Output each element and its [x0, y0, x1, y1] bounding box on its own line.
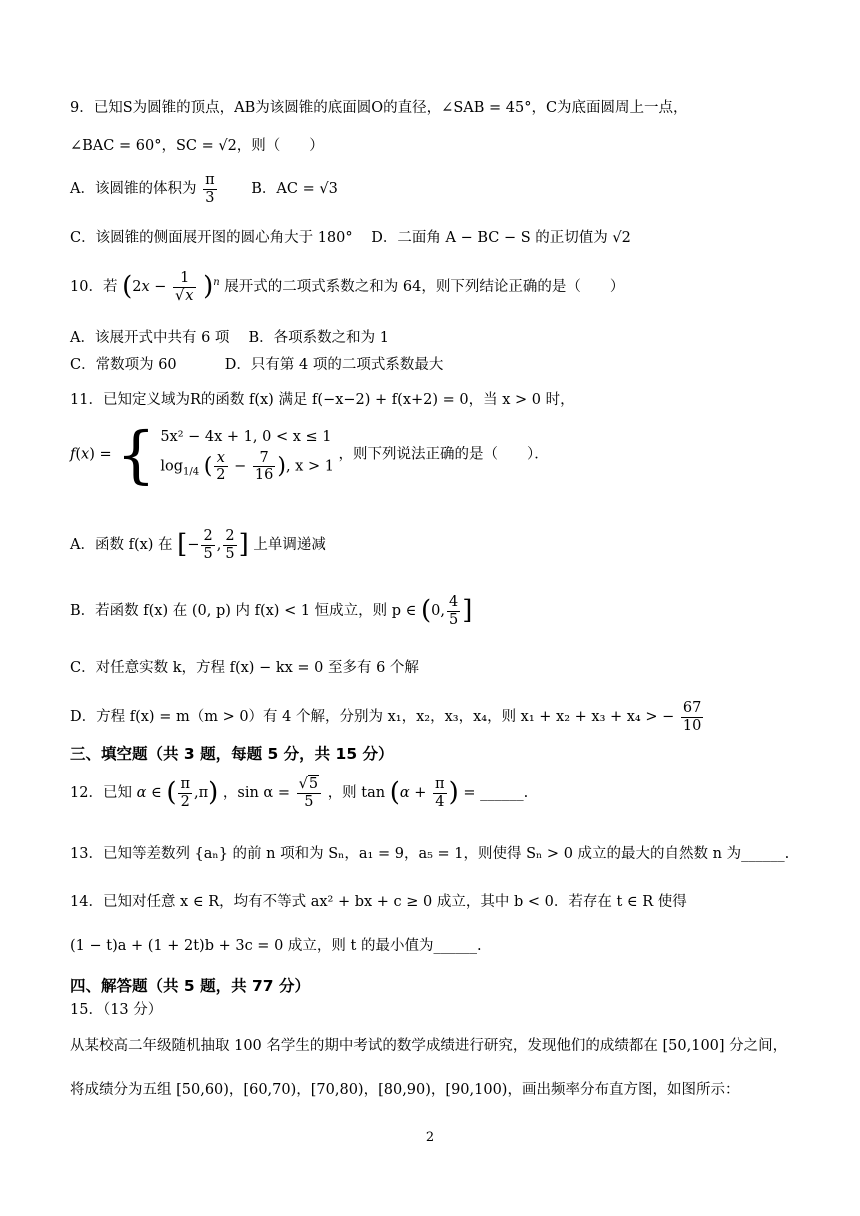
q14-line1: 14．已知对任意 x ∈ R，均有不等式 ax² + bx + c ≥ 0 成立，其中 b < 0．若存在 t ∈ R 使得 [70, 894, 687, 910]
q9-option-a-fraction: $\frac{\pi}{3}$ [205, 172, 215, 206]
q12: 12．已知 α ∈ ( $\frac{\pi}{2}$ ,π) ，sin α = $\frac{√5}{5}$ ，则 tan (α + $\frac{\pi}{4}$ ) = ______. [70, 776, 529, 810]
q10-stem-suffix: 展开式的二项式系数之和为 64，则下列结论正确的是（ ） [224, 279, 625, 296]
q11-option-a: A．函数 f(x) 在 [− $\frac{2}{5}$ , $\frac{2}{5}$ ] 上单调递减 [70, 528, 326, 562]
q11-piecewise: f(x) = { 5x² − 4x + 1, 0 < x ≤ 1 $\log_{1/4}$ ( $\frac{x}{2}$ − $\frac{7}{16}$ ), x > 1 ，则下列说法正确的是（ ）． [70, 418, 549, 492]
q13: 13．已知等差数列 {aₙ} 的前 n 项和为 Sₙ，a₁ = 9，a₅ = 1，则使得 Sₙ > 0 成立的最大的自然数 n 为______. [70, 846, 790, 862]
q11-option-b: B．若函数 f(x) 在 (0, p) 内 f(x) < 1 恒成立，则 p ∈ (0, $\frac{4}{5}$ ] [70, 594, 473, 628]
q11-case2: $\log_{1/4}$ ( $\frac{x}{2}$ − $\frac{7}{16}$ ), x > 1 [160, 449, 334, 484]
section-heading-fill-in: 三、填空题（共 3 题，每题 5 分，共 15 分） [70, 745, 394, 763]
q9-line2: ∠BAC = 60°，SC = √2，则（ ） [70, 138, 324, 154]
q9-options-ab [70, 172, 338, 206]
q10-options-ab: A．该展开式中共有 6 项 B．各项系数之和为 1 [70, 330, 390, 346]
q14-line2: (1 − t)a + (1 + 2t)b + 3c = 0 成立，则 t 的最小值为______. [70, 938, 482, 954]
q11-piecewise-suffix: ，则下列说法正确的是（ ）． [338, 446, 549, 463]
q15-line1: 从某校高二年级随机抽取 100 名学生的期中考试的数学成绩进行研究，发现他们的成绩都在 [50,100] 分之间， [70, 1038, 788, 1054]
q10-stem-prefix: 10．若 [70, 279, 118, 296]
q10-options-cd: C．常数项为 60 D．只有第 4 项的二项式系数最大 [70, 357, 444, 373]
q9-option-b: B．AC = √3 [251, 181, 338, 198]
q15-label: 15．（13 分） [70, 1002, 163, 1018]
q9-options-cd [70, 230, 631, 247]
section-heading-answers: 四、解答题（共 5 题，共 77 分） [70, 977, 310, 995]
q10-binomial-expression: (2x − $\frac{1}{√x}$ )$^n$ [122, 270, 220, 304]
q11-option-c: C．对任意实数 k，方程 f(x) − kx = 0 至多有 6 个解 [70, 660, 419, 676]
q11-stem: 11．已知定义域为R的函数 f(x) 满足 f(−x−2) + f(x+2) = 0，当 x > 0 时， [70, 392, 575, 408]
q9-line1: 9．已知S为圆锥的顶点，AB为该圆锥的底面圆O的直径，∠SAB = 45°，C为底面圆周上一点， [70, 100, 688, 116]
q10-stem [70, 270, 624, 304]
page-number: 2 [425, 1130, 435, 1145]
q9-option-c: C．该圆锥的侧面展开图的圆心角大于 180° [70, 230, 353, 246]
left-brace-icon: { [116, 418, 156, 492]
q9-option-d: D．二面角 A − BC − S 的正切值为 √2 [371, 230, 631, 246]
q11-option-d: D．方程 f(x) = m（m > 0）有 4 个解，分别为 x₁，x₂，x₃，x₄，则 x₁ + x₂ + x₃ + x₄ > − $\frac{67}{10}$ [70, 700, 702, 734]
q11-case1: 5x² − 4x + 1, 0 < x ≤ 1 [160, 429, 332, 445]
q15-line2: 将成绩分为五组 [50,60)，[60,70)，[70,80)，[80,90)，[90,100)，画出频率分布直方图，如图所示： [70, 1082, 740, 1098]
q9-option-a: A．该圆锥的体积为 [70, 181, 197, 198]
